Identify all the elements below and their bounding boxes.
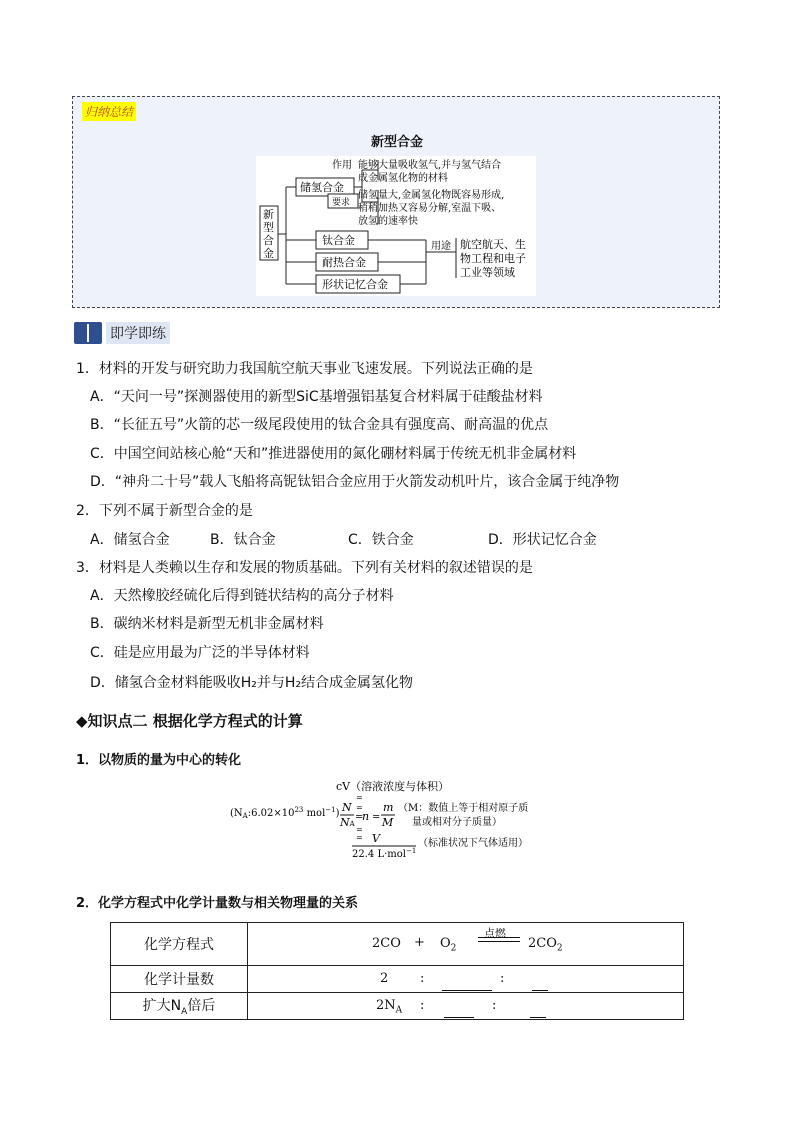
book-icon — [74, 322, 102, 344]
diagram-apps-1: 航空航天、生 — [460, 238, 526, 251]
diagram-apps-2: 物工程和电子 — [460, 252, 526, 265]
diagram-apps-label: 用途 — [431, 241, 451, 252]
svg-text:=: = — [356, 793, 363, 802]
svg-text:N: N — [342, 801, 352, 814]
eq-o2: $O_2$ — [440, 936, 457, 954]
svg-text:(NA:6.02×1023 mol−1): ($N_A:6.02\times 10^{23}$ mol$^{-1}$) — [230, 806, 340, 820]
practice-header — [74, 322, 170, 344]
summary-tag: 归纳总结 — [82, 102, 136, 121]
eq-condition: 点燃 — [484, 927, 506, 940]
svg-text:M: M — [382, 816, 394, 829]
question-3-stem: 3．材料是人类赖以生存和发展的物质基础。下列有关材料的叙述错误的是 — [76, 560, 533, 576]
table-row — [111, 966, 684, 993]
svg-text:NA: NA — [340, 816, 355, 829]
diagram-shape-memory: 形状记忆合金 — [322, 278, 388, 291]
knowledge-title: ◆知识点二 根据化学方程式的计算 — [76, 712, 303, 730]
diagram-req-text-1: 储氢量大,金属氢化物既容易形成, — [358, 190, 505, 201]
question-1-option-c[interactable]: C．中国空间站核心舱“天和”推进器使用的氮化硼材料属于传统无机非金属材料 — [90, 446, 577, 462]
question-1-stem: 1．材料的开发与研究助力我国航空航天事业飞速发展。下列说法正确的是 — [76, 361, 533, 377]
svg-text:=: = — [355, 812, 364, 823]
svg-text:=: = — [356, 803, 363, 812]
knowledge-subheading-1: 1．以物质的量为中心的转化 — [76, 753, 242, 768]
question-2-option-c[interactable]: C．铁合金 — [348, 532, 414, 548]
diagram-apps-3: 工业等领域 — [460, 266, 515, 279]
scaled-colon-1: : — [420, 998, 425, 1013]
question-1-option-b[interactable]: B．“长征五号”火箭的芯一级尾段使用的钛合金具有强度高、耐高温的优点 — [90, 417, 549, 433]
question-2-stem: 2．下列不属于新型合金的是 — [76, 503, 253, 519]
diagram-use-text-1: 能够大量吸收氢气,并与氢气结合 — [358, 160, 502, 171]
conversion-formula — [226, 780, 566, 860]
svg-text:22.4 L·mol−1: 22.4 L·mol$^{-1}$ — [352, 847, 417, 860]
question-2-option-b[interactable]: B．钛合金 — [210, 532, 276, 548]
scaled-colon-2: : — [492, 998, 497, 1013]
row-label-scaled: 扩大$N_A$倍后 — [111, 993, 248, 1020]
question-3-option-b[interactable]: B．碳纳米材料是新型无机非金属材料 — [90, 616, 324, 632]
question-3-option-d[interactable]: D．储氢合金材料能吸收H₂并与H₂结合成金属氢化物 — [90, 675, 414, 691]
question-2-option-d[interactable]: D．形状记忆合金 — [488, 532, 597, 548]
eq-2co2: $2CO_2$ — [528, 936, 563, 954]
alloy-diagram — [256, 156, 536, 296]
diagram-req-text-2: 稍稍加热又容易分解,室温下吸、 — [358, 203, 502, 214]
diagram-titanium: 钛合金 — [322, 234, 355, 247]
coef-co: 2 — [380, 971, 389, 986]
row-label-coefficient: 化学计量数 — [111, 966, 248, 993]
formula-center: n — [362, 810, 370, 823]
svg-text:=: = — [372, 812, 381, 823]
svg-text:（标准状况下气体适用）: （标准状况下气体适用） — [418, 838, 528, 849]
stoichiometry-table — [110, 922, 684, 1020]
coef-colon-1: : — [420, 971, 425, 986]
diagram-heat-resistant: 耐热合金 — [322, 256, 366, 269]
question-1-option-d[interactable]: D．“神舟二十号”载人飞船将高铌钛铝合金应用于火箭发动机叶片，该合金属于纯净物 — [90, 474, 620, 490]
knowledge-subheading-2: 2．化学方程式中化学计量数与相关物理量的关系 — [76, 896, 359, 911]
diagram-req-label: 要求 — [332, 198, 351, 208]
question-3-option-a[interactable]: A．天然橡胶经硫化后得到链状结构的高分子材料 — [90, 588, 394, 604]
diagram-root: 新型合金 — [263, 208, 274, 260]
eq-plus: + — [414, 935, 425, 950]
svg-text:V: V — [372, 832, 380, 845]
svg-text:=: = — [356, 833, 363, 842]
svg-text:m: m — [383, 801, 394, 814]
question-3-option-c[interactable]: C．硅是应用最为广泛的半导体材料 — [90, 645, 310, 661]
diagram-use-label: 作用 — [332, 160, 352, 171]
table-row — [111, 923, 684, 966]
diagram-storage-alloy: 储氢合金 — [300, 181, 344, 194]
eq-2co: 2CO — [372, 936, 401, 951]
svg-text:（M：数值上等于相对原子质: （M：数值上等于相对原子质 — [398, 803, 529, 814]
svg-text:=: = — [356, 825, 363, 834]
svg-text:量或相对分子质量）: 量或相对分子质量） — [412, 817, 502, 828]
row-label-equation: 化学方程式 — [111, 923, 248, 966]
summary-title: 新型合金 — [370, 135, 423, 150]
question-2-option-a[interactable]: A．储氢合金 — [90, 532, 170, 548]
formula-top: cV（溶液浓度与体积） — [336, 780, 450, 793]
coef-colon-2: : — [500, 971, 505, 986]
diagram-req-text-3: 放氢的速率快 — [358, 216, 418, 227]
scaled-co: $2N_A$ — [376, 998, 403, 1016]
practice-label: 即学即练 — [106, 322, 170, 344]
diagram-use-text-2: 成金属氢化物的材料 — [358, 173, 448, 184]
question-1-option-a[interactable]: A．“天问一号”探测器使用的新型SiC基增强铝基复合材料属于硅酸盐材料 — [90, 389, 543, 405]
table-row — [111, 993, 684, 1020]
